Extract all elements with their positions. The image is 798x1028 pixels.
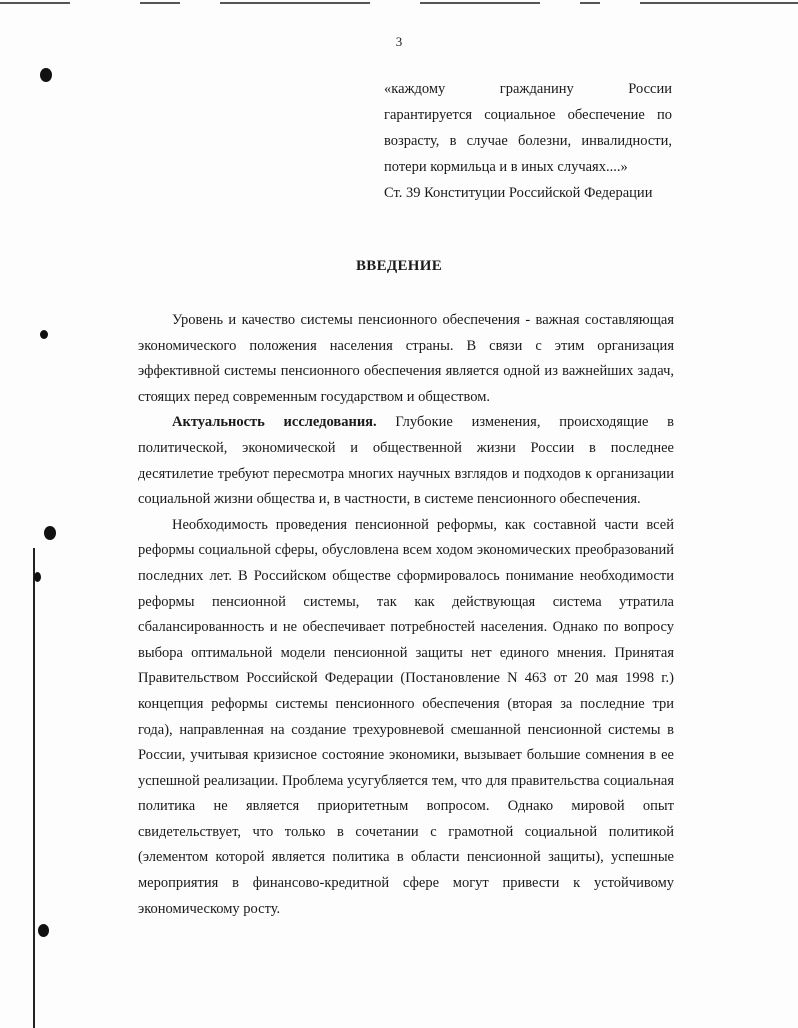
- scan-artifact-top-line: [420, 2, 540, 4]
- punch-hole-mark: [40, 330, 48, 339]
- epigraph-line: «каждому гражданину России: [384, 81, 672, 97]
- punch-hole-mark: [44, 526, 56, 540]
- scan-artifact-left-line: [33, 548, 35, 1028]
- epigraph-line: гарантируется социальное обеспечение по: [384, 107, 672, 123]
- scan-artifact-top-line: [140, 2, 180, 4]
- epigraph-line: потери кормильца и в иных случаях....»: [384, 159, 628, 175]
- punch-hole-mark: [40, 68, 52, 82]
- page-number: 3: [395, 34, 403, 49]
- section-heading: ВВЕДЕНИЕ: [355, 258, 443, 274]
- paragraph: Необходимость проведения пенсионной реформы, как составной части всей реформы социальной сферы, обусловлена всем ходом экономических преобразований последних лет. В Российском обществе сформировалось понимание необходимости реформы пенсионной системы, так как действующая система утратила сбалансированность и не обеспечивает потребностей населения. Однако по вопросу выбора оптимальной модели пенсионной защиты нет единого мнения. Принятая Правительством Российской Федерации (Постановление N 463 от 20 мая 1998 г.) концепция реформы системы пенсионного обеспечения (вторая за последние три года), направленная на создание трехуровневой смешанной пенсионной системы в России, учитывая кризисное состояние экономики, вызывает большие сомнения в ее успешной реализации. Проблема усугубляется тем, что для правительства социальная политика не является приоритетным вопросом. Однако мировой опыт свидетельствует, что только в сочетании с грамотной социальной политикой (элементом которой является политика в области пенсионной защиты), успешные мероприятия в финансово-кредитной сфере могут привести к устойчивому экономическому росту.: [138, 516, 674, 917]
- scan-artifact-top-line: [580, 2, 600, 4]
- paragraph: [138, 410, 674, 512]
- punch-hole-mark: [34, 572, 41, 582]
- epigraph-line: возрасту, в случае болезни, инвалидности,: [384, 133, 672, 149]
- scan-artifact-top-line: [220, 2, 370, 4]
- punch-hole-mark: [38, 924, 49, 937]
- epigraph-source: Ст. 39 Конституции Российской Федерации: [384, 185, 653, 201]
- scan-artifact-top-line: [640, 2, 798, 4]
- paragraph-lead: Актуальность исследования.: [172, 414, 377, 431]
- paragraph-text: Глубокие изменения, происходящие в политической, экономической и общественной жизни России в последнее десятилетие требуют пересмотра многих научных взглядов и подходов к организации социальной жизни общества и, в частности, в системе пенсионного обеспечения.: [138, 414, 674, 508]
- body-text: [138, 308, 674, 922]
- scan-artifact-top-line: [0, 2, 70, 4]
- paragraph: Уровень и качество системы пенсионного обеспечения - важная составляющая экономического положения населения страны. В связи с этим организация эффективной системы пенсионного обеспечения является одной из важнейших задач, стоящих перед современным государством и обществом.: [138, 312, 674, 405]
- epigraph: [384, 76, 672, 206]
